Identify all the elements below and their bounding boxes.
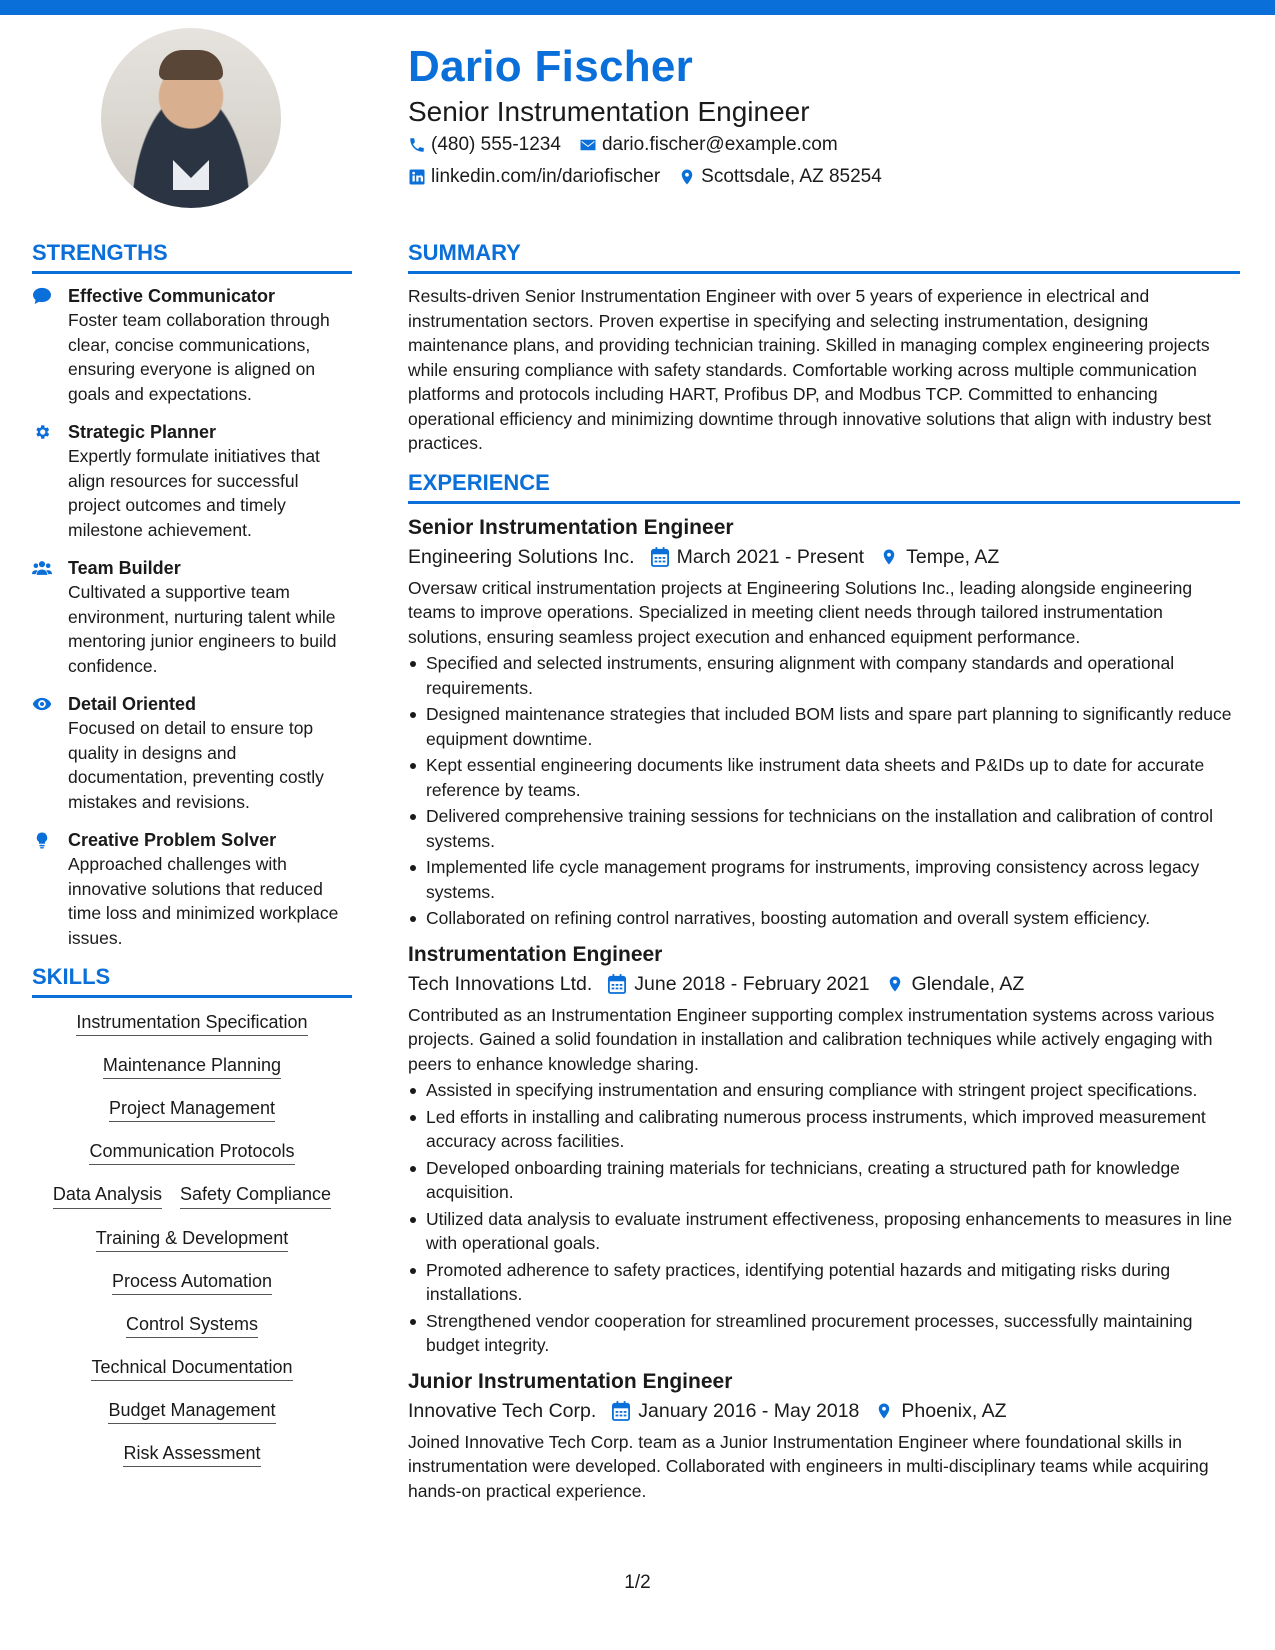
linkedin-text: linkedin.com/in/dariofischer [431,166,661,187]
bullet-item: Designed maintenance strategies that included BOM lists and spare part planning to significantly reduce equipment downtime. [408,702,1240,751]
strength-item [32,692,352,814]
strength-title: Detail Oriented [68,694,197,714]
job-bullets [408,651,1240,931]
bullet-item: Strengthened vendor cooperation for streamlined procurement processes, successfully maintaining budget integrity. [408,1309,1240,1358]
skill-tag: Data Analysis [53,1184,162,1209]
strength-title: Team Builder [68,558,181,578]
job-title: Senior Instrumentation Engineer [408,515,734,539]
strength-desc: Foster team collaboration through clear, concise communications, ensuring everyone is aligned on goals and expectations. [68,310,330,404]
skill-row [32,1443,352,1467]
calendar-icon [651,547,669,567]
speech-bubble-icon [32,287,52,305]
gear-icon [32,423,52,441]
location-text: Scottsdale, AZ 85254 [701,166,882,187]
skill-tag: Process Automation [112,1271,272,1295]
bullet-item: Promoted adherence to safety practices, identifying potential hazards and mitigating risks during installations. [408,1258,1240,1307]
map-pin-icon [678,168,696,186]
skill-tag: Training & Development [96,1228,288,1252]
dates-text: January 2016 - May 2018 [638,1399,860,1422]
summary-text: Results-driven Senior Instrumentation Engineer with over 5 years of experience in electrical and instrumentation sectors. Proven expertise in specifying and selecting instrumentation, designing maintenance plans, and providing technician training. Skilled in managing complex engineering projects while ensuring compliance with safety standards. Comfortable working across multiple communication platforms and protocols including HART, Profibus DP, and Modbus TCP. Committed to enhancing operational efficiency and minimizing downtime through innovative solutions that align with industry best practices. [408,286,1212,453]
dates-text: June 2018 - February 2021 [634,972,870,995]
skills-list [32,1008,352,1486]
page-number: 1/2 [624,1572,651,1593]
strength-item [32,420,352,542]
users-icon [32,559,52,577]
right-column [408,240,1240,1507]
job-meta [408,542,1240,572]
job-location [875,1396,1006,1426]
job-meta [408,1396,1240,1426]
summary-heading: SUMMARY [408,240,1240,274]
contact-row-1 [408,134,838,156]
contact-email[interactable] [579,134,838,156]
skill-tag: Technical Documentation [91,1357,292,1381]
skill-tag: Budget Management [108,1400,275,1424]
phone-icon [408,136,426,154]
skill-row [32,1098,352,1122]
strengths-heading: STRENGTHS [32,240,352,274]
job-location [880,542,999,572]
skill-row [32,1357,352,1381]
skill-tag: Project Management [109,1098,275,1122]
skill-tag: Control Systems [126,1314,258,1338]
skill-tag: Communication Protocols [89,1141,294,1165]
job-entry [408,941,1240,1358]
top-accent-bar [0,0,1275,15]
company-text: Engineering Solutions Inc. [408,545,635,568]
skill-tag: Safety Compliance [180,1184,331,1209]
experience-heading: EXPERIENCE [408,470,1240,504]
strength-desc: Approached challenges with innovative solutions that reduced time loss and minimized workplace issues. [68,854,339,948]
job-location [886,969,1025,999]
skills-heading: SKILLS [32,964,352,998]
strength-title: Strategic Planner [68,422,217,442]
phone-text: (480) 555-1234 [431,134,561,155]
map-pin-icon [886,974,904,994]
location-text: Phoenix, AZ [901,1399,1007,1422]
strength-desc: Focused on detail to ensure top quality in designs and documentation, preventing costly mistakes and revisions. [68,718,324,812]
job-dates [651,542,865,572]
profile-photo [101,28,281,208]
company-text: Tech Innovations Ltd. [408,972,593,995]
job-dates [612,1396,859,1426]
location-text: Tempe, AZ [906,545,1000,568]
job-company [408,542,635,572]
job-dates [608,969,869,999]
strength-title: Creative Problem Solver [68,830,277,850]
candidate-name: Dario Fischer [408,42,694,91]
strength-item [32,828,352,950]
contact-row-2 [408,166,882,188]
bullet-item: Utilized data analysis to evaluate instrument effectiveness, proposing enhancements to measures in line with operational goals. [408,1207,1240,1256]
email-text: dario.fischer@example.com [601,134,838,155]
contact-linkedin[interactable] [408,166,660,188]
location-text: Glendale, AZ [911,972,1025,995]
job-meta [408,969,1240,999]
strength-item [32,284,352,406]
job-company [408,1396,596,1426]
lightbulb-icon [32,831,52,849]
photo-hair [159,50,223,80]
envelope-icon [579,136,597,154]
skill-row [32,1271,352,1295]
job-company [408,969,592,999]
calendar-icon [608,974,626,994]
bullet-item: Developed onboarding training materials for technicians, creating a structured path for knowledge acquisition. [408,1156,1240,1205]
job-description: Contributed as an Instrumentation Engineer supporting complex instrumentation systems across various projects. Gained a solid foundation in installation and calibration techniques while actively engaging with peers to enhance knowledge sharing. [408,1004,1215,1074]
skill-row [32,1141,352,1165]
skill-row [32,1400,352,1424]
bullet-item: Specified and selected instruments, ensuring alignment with company standards and operational requirements. [408,651,1240,700]
bullet-item: Delivered comprehensive training sessions for technicians on the installation and calibration of control systems. [408,804,1240,853]
job-title: Instrumentation Engineer [408,942,663,966]
company-text: Innovative Tech Corp. [408,1399,597,1422]
bullet-item: Implemented life cycle management programs for instruments, improving consistency across legacy systems. [408,855,1240,904]
dates-text: March 2021 - Present [676,545,865,568]
skill-row [32,1055,352,1079]
job-entry [408,514,1240,931]
strength-desc: Cultivated a supportive team environment, nurturing talent while mentoring junior engineers to build confidence. [68,582,337,676]
photo-collar [173,160,209,190]
job-entry [408,1368,1240,1504]
strength-title: Effective Communicator [68,286,276,306]
skill-tag: Instrumentation Specification [76,1012,307,1036]
job-bullets [408,1078,1240,1358]
job-description: Joined Innovative Tech Corp. team as a Junior Instrumentation Engineer where foundational skills in instrumentation were developed. Collaborated with engineers in multi-disciplinary teams while acquiring hands-on practical experience. [408,1431,1209,1501]
map-pin-icon [880,547,898,567]
strength-desc: Expertly formulate initiatives that align resources for successful project outcomes and timely milestone achievement. [68,446,320,540]
skill-row [32,1314,352,1338]
calendar-icon [612,1401,630,1421]
contact-phone[interactable] [408,134,561,156]
map-pin-icon [875,1401,893,1421]
left-column [32,240,352,1486]
candidate-title: Senior Instrumentation Engineer [408,96,810,127]
bullet-item: Kept essential engineering documents like instrument data sheets and P&IDs up to date for accurate reference by teams. [408,753,1240,802]
skill-tag: Maintenance Planning [103,1055,281,1079]
job-title: Junior Instrumentation Engineer [408,1369,733,1393]
job-description: Oversaw critical instrumentation projects at Engineering Solutions Inc., leading alongside engineering teams to improve operations. Specialized in meeting client needs through tailored instrumentation solutions, ensuring seamless project execution and enhanced equipment performance. [408,577,1193,647]
bullet-item: Assisted in specifying instrumentation and ensuring compliance with stringent project specifications. [408,1078,1240,1103]
skill-tag: Risk Assessment [123,1443,260,1467]
strength-item [32,556,352,678]
bullet-item: Collaborated on refining control narratives, boosting automation and overall system efficiency. [408,906,1240,931]
bullet-item: Led efforts in installing and calibrating numerous process instruments, which improved measurement accuracy across facilities. [408,1105,1240,1154]
contact-location [678,166,882,188]
skill-row [32,1012,352,1036]
linkedin-icon [408,168,426,186]
skill-row [32,1228,352,1252]
eye-icon [32,695,52,713]
